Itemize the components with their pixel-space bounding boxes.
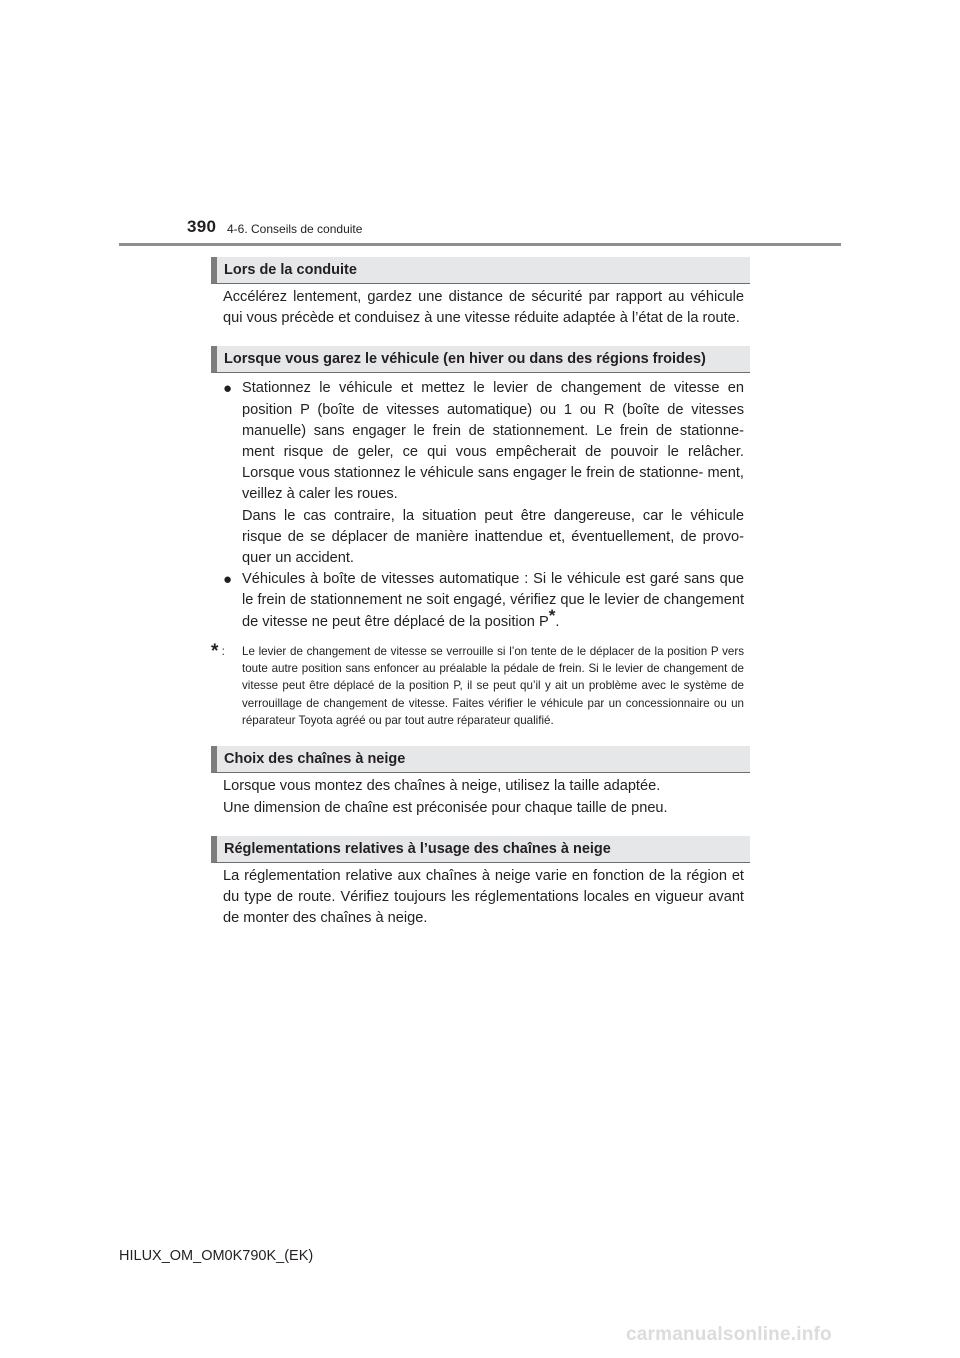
footnote-colon: : [221, 644, 225, 658]
footnote-star: * [211, 640, 219, 662]
text-line: Une dimension de chaîne est préconisée pour chaque taille de pneu. [223, 799, 668, 816]
bullet-paragraph: Stationnez le véhicule et mettez le levier de changement de vitesse en position P (boîte de vitesses automatique) ou 1 ou R (boîte de vitesses manuelle) sans engager le frein de stationnement. Le frein de stationne- ment risque de geler, ce qui vous empêcherait de pouvoir le relâcher. Lorsque vous stationnez le véhicule sans engager le frein de stationne- ment, veillez à caler les roues. [242, 380, 744, 503]
bullet-dot-icon: ● [223, 380, 233, 398]
bullet-list-parking [223, 378, 744, 632]
page-content [211, 257, 750, 929]
paragraph-snow-chains [223, 776, 744, 818]
footnote-text: Le levier de changement de vitesse se verrouille si l’on tente de le déplacer de la position P vers toute autre position sans enfoncer au préalable la pédale de frein. Si le levier de changement de vitesse peut être déplacé de la position P, il se peut qu’il y ait un problème avec le système de verrouillage de changement de vitesse. Faites vérifier le véhicule par un concessionnaire ou un réparateur Toyota agréé ou par tout autre réparateur qualifié. [242, 644, 744, 728]
page-number: 390 [187, 217, 217, 236]
bullet-item-parking [223, 378, 744, 569]
bullet-paragraph-text: Véhicules à boîte de vitesses automatique : Si le véhicule est garé sans que le frein de stationnement ne soit engagé, vérifiez que le levier de changement de vitesse ne peut être déplacé de la position P [242, 571, 744, 630]
bullet-text [242, 569, 744, 633]
footnote [211, 640, 744, 729]
bullet-dot-icon: ● [223, 571, 233, 589]
bullet-text [242, 378, 744, 569]
bullet-item-automatic [223, 569, 744, 633]
site-watermark: carmanualsonline.info [626, 1324, 832, 1345]
footnote-marker [211, 640, 242, 729]
header-rule [119, 243, 841, 246]
paragraph-driving: Accélérez lentement, gardez une distance de sécurité par rapport au véhicule qui vous précède et conduisez à une vitesse réduite adaptée à l’état de la route. [223, 289, 744, 327]
heading-snow-chains-regulations: Réglementations relatives à l’usage des chaînes à neige [211, 836, 750, 863]
heading-parking-winter: Lorsque vous garez le véhicule (en hiver ou dans des régions froides) [211, 346, 750, 373]
document-code: HILUX_OM_OM0K790K_(EK) [119, 1248, 314, 1264]
heading-snow-chains-choice: Choix des chaînes à neige [211, 746, 750, 773]
bullet-paragraph [242, 569, 744, 633]
heading-lors-de-la-conduite: Lors de la conduite [211, 257, 750, 284]
text-line: Lorsque vous montez des chaînes à neige, utilisez la taille adaptée. [223, 778, 661, 795]
bullet-paragraph: Dans le cas contraire, la situation peut être dangereuse, car le véhicule risque de se déplacer de manière inattendue et, éventuellement, de provo- quer un accident. [242, 507, 744, 567]
footnote-reference-star: * [548, 605, 556, 625]
paragraph-regulations: La réglementation relative aux chaînes à neige varie en fonction de la région et du type de route. Vérifiez toujours les réglementations locales en vigueur avant de monter des chaînes à neige. [223, 867, 744, 927]
section-title: 4-6. Conseils de conduite [227, 222, 363, 236]
bullet-paragraph-end: . [555, 613, 560, 630]
